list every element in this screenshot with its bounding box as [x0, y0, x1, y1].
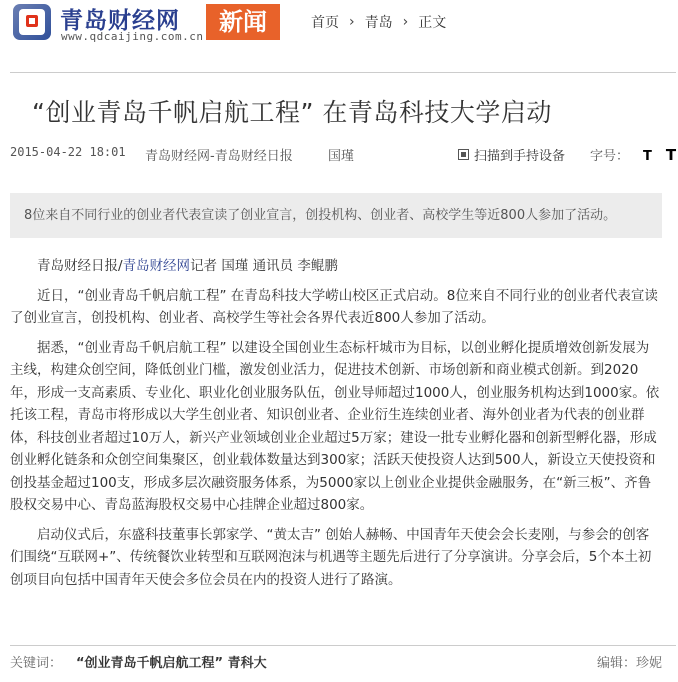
- font-size-label: 字号：: [590, 149, 630, 164]
- byline-prefix: 青岛财经日报/: [37, 258, 123, 274]
- article-title: “创业青岛千帆启航工程” 在青岛科技大学启动: [32, 98, 552, 127]
- header-divider: [10, 72, 676, 73]
- breadcrumb: [311, 12, 446, 32]
- paragraph: 近日，“创业青岛千帆启航工程” 在青岛科技大学崂山校区正式启动。8位来自不同行业的创业者代表宣读了创业宣言，创投机构、创业者、高校学生等社会各界代表近800人参加了活动。: [10, 287, 658, 326]
- site-name[interactable]: 青岛财经网: [60, 8, 180, 34]
- article-summary: 8位来自不同行业的创业者代表宣读了创业宣言，创投机构、创业者、高校学生等近800人参加了活动。: [10, 193, 662, 238]
- site-logo-icon[interactable]: [13, 4, 53, 42]
- chevron-right-icon: ›: [349, 14, 355, 30]
- article-date: 2015-04-22 18:01: [10, 145, 126, 159]
- breadcrumb-home-link[interactable]: 首页: [311, 15, 339, 31]
- article-source: 青岛财经网-青岛财经日报: [145, 149, 293, 164]
- scan-to-device-button[interactable]: [458, 145, 565, 164]
- footer-divider: [10, 645, 676, 646]
- keywords-value[interactable]: “创业青岛千帆启航工程” 青科大: [76, 656, 267, 671]
- font-size-large-button[interactable]: T: [665, 146, 677, 164]
- article-byline: [10, 255, 660, 278]
- editor: 编辑：珍妮: [596, 656, 662, 671]
- section-tag[interactable]: 新闻: [206, 4, 280, 40]
- qr-code-icon: [458, 149, 469, 160]
- article-body: [10, 255, 660, 598]
- site-url: www.qdcaijing.com.cn: [61, 30, 204, 43]
- article-author: 国瑾: [328, 149, 355, 164]
- keywords: [10, 652, 267, 671]
- paragraph: 启动仪式后，东盛科技董事长郭家学、“黄太吉” 创始人赫畅、中国青年天使会会长麦刚，与参会的创客们围绕“互联网+”、传统餐饮业转型和互联网泡沫与机遇等主题先后进行了分享演讲。分享会后，5个本土初创项目向包括中国青年天使会多位会员在内的投资人进行了路演。: [10, 526, 652, 588]
- font-size-control: [590, 145, 676, 164]
- keywords-label: 关键词：: [10, 656, 63, 671]
- byline-suffix: 记者 国瑾 通讯员 李鲲鹏: [190, 258, 338, 274]
- paragraph: 据悉，“创业青岛千帆启航工程” 以建设全国创业生态标杆城市为目标，以创业孵化提质增效创新发展为主线，构建众创空间，降低创业门槛，激发创业活力，促进技术创新、市场创新和商业模式创新。到2020年，形成一支高素质、专业化、职业化创业服务队伍，创业导师超过1000人，创业服务机构达到1000家。依托该工程，青岛市将形成以大学生创业者、知识创业者、企业衍生连续创业者、海外创业者为代表的创业群体，科技创业者超过10万人，新兴产业领域创业企业超过5万家；建设一批专业孵化器和创新型孵化器，形成创业孵化链条和众创空间集聚区，创业载体数量达到300家；活跃天使投资人达到500人，新设立天使投资和创投基金超过100支，形成多层次融资服务体系，为5000家以上创业企业提供金融服务，在“新三板”、齐鲁股权交易中心、青岛蓝海股权交易中心挂牌企业超过800家。: [10, 339, 660, 513]
- article-meta: [10, 145, 677, 164]
- scan-label: 扫描到手持设备: [474, 149, 566, 164]
- font-size-small-button[interactable]: T: [643, 149, 652, 164]
- breadcrumb-current: 正文: [418, 15, 447, 31]
- breadcrumb-qingdao-link[interactable]: 青岛: [364, 15, 393, 31]
- byline-site-link[interactable]: 青岛财经网: [122, 258, 191, 274]
- chevron-right-icon: ›: [402, 14, 409, 30]
